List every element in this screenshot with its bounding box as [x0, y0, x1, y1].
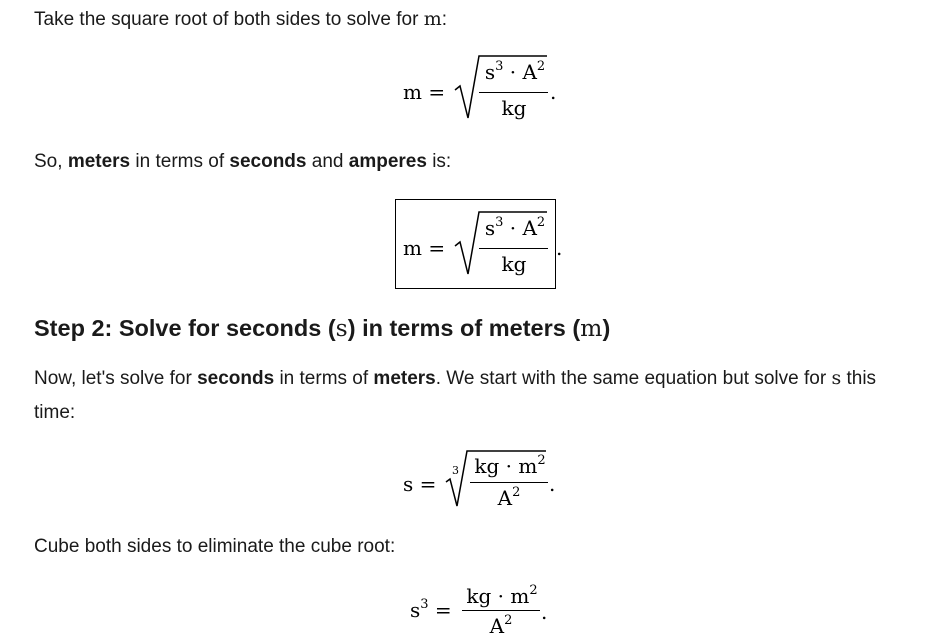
eq2-lhs: m =	[403, 236, 446, 260]
eq4-numerator: kg · $m^2$	[466, 583, 538, 608]
solve-seconds-text: Now, let's solve for seconds in terms of meters. We start with the same equation but solve for s this	[34, 367, 877, 389]
meters-in-terms-text: So, meters in terms of seconds and amperes is:	[34, 151, 452, 172]
eq1-lhs: m =	[403, 80, 446, 104]
eq3-denominator: $A^2$	[497, 485, 521, 510]
eq3-numerator: kg · $m^2$	[474, 453, 546, 478]
solve-seconds-text-cont: time:	[34, 402, 76, 423]
instruction-take-square-root: Take the square root of both sides to solve for m:	[34, 8, 448, 30]
step-2-heading: Step 2: Solve for seconds (s) in terms of meters (m)	[34, 314, 611, 342]
eq2-denominator: kg	[501, 252, 527, 276]
eq2-numerator: $s^3 \cdot A^2$	[484, 215, 546, 240]
eq2-fraction-bar	[479, 248, 548, 249]
eq1-fraction-bar	[479, 92, 548, 93]
eq4-lhs: $s^3$ =	[410, 597, 452, 622]
cube-both-sides-text: Cube both sides to eliminate the cube root:	[34, 536, 396, 557]
root-index: 3	[452, 464, 459, 477]
eq4-denominator: $A^2$	[489, 613, 513, 638]
eq3-lhs: s =	[403, 472, 437, 496]
eq4-fraction-bar	[462, 610, 540, 611]
eq1-numerator: $s^3 \cdot A^2$	[484, 59, 546, 84]
eq3-fraction-bar	[470, 482, 548, 483]
eq1-denominator: kg	[501, 96, 527, 120]
